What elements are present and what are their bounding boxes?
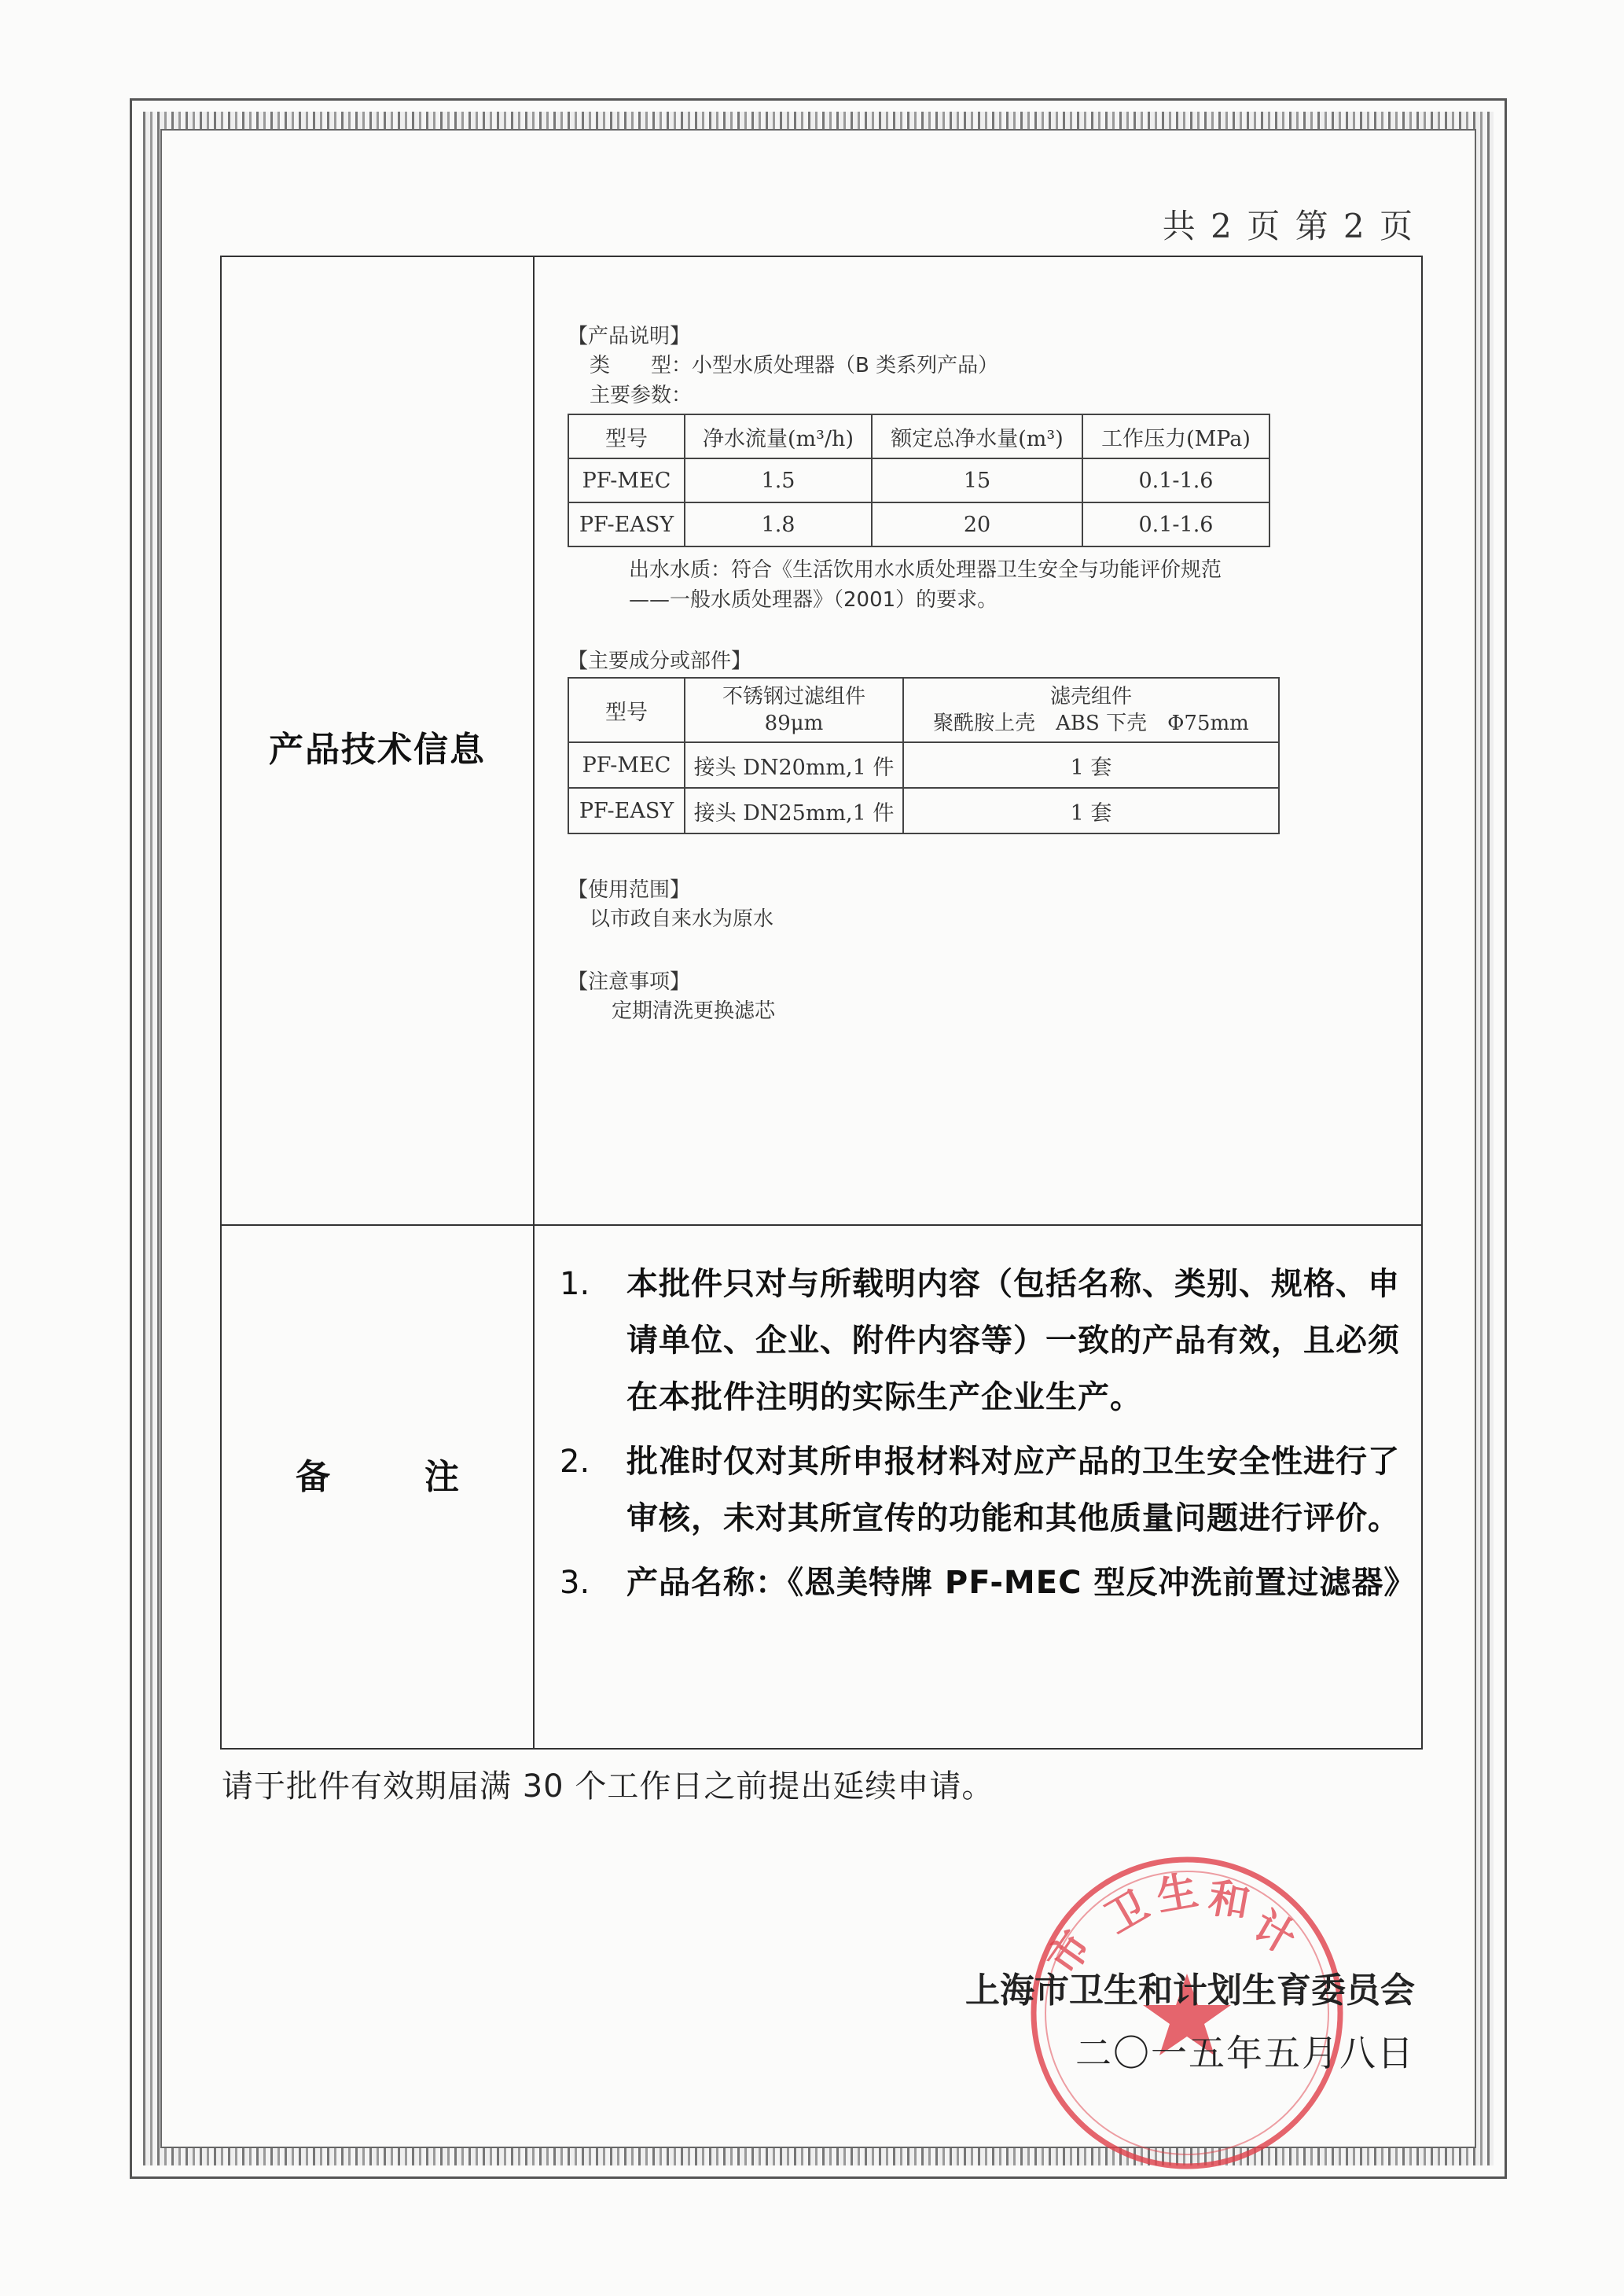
shell-header-line-2: 聚酰胺上壳 ABS 下壳 Φ75mm (933, 712, 1249, 735)
remark-number: 3. (560, 1565, 590, 1601)
components-header-row (568, 678, 1279, 742)
water-quality-line-2: ——一般水质处理器》（2001）的要求。 (629, 588, 998, 612)
product-description-heading: 【产品说明】 (568, 325, 691, 348)
spec-table (568, 414, 1270, 547)
svg-text:市: 市 (1038, 1923, 1101, 1984)
table-row (568, 502, 1269, 546)
notes-heading: 【注意事项】 (568, 970, 691, 994)
notes-text: 定期清洗更换滤芯 (612, 999, 776, 1023)
svg-text:生: 生 (1152, 1867, 1202, 1921)
spec-header-cell: 型号 (568, 414, 685, 458)
remark-number: 2. (560, 1444, 590, 1480)
list-item (548, 1256, 1405, 1426)
remark-text: 批准时仅对其所申报材料对应产品的卫生安全性进行了审核，未对其所宣传的功能和其他质量问题进行评价。 (626, 1444, 1400, 1536)
tech-info-content (568, 320, 1401, 1026)
remark-number: 1. (560, 1266, 590, 1302)
components-heading: 【主要成分或部件】 (568, 649, 752, 673)
spec-cell: PF-MEC (568, 458, 685, 502)
components-cell: 1 套 (903, 742, 1279, 788)
filter-header-line-2: 89μm (764, 712, 824, 735)
spec-cell: 1.8 (685, 502, 872, 546)
spec-header-cell: 额定总净水量(m³) (872, 414, 1082, 458)
components-table (568, 677, 1280, 834)
components-cell: 接头 DN25mm,1 件 (685, 788, 903, 833)
components-header-filter (685, 678, 903, 742)
filter-header-line-1: 不锈钢过滤组件 (722, 685, 865, 708)
components-cell: 1 套 (903, 788, 1279, 833)
list-item (548, 1555, 1416, 1611)
spec-header-cell: 工作压力(MPa) (1082, 414, 1269, 458)
product-type-line: 类 型：小型水质处理器（B 类系列产品） (590, 354, 999, 377)
table-row (568, 742, 1279, 788)
issue-date: 二〇一五年五月八日 (1075, 2032, 1415, 2074)
components-cell: PF-EASY (568, 788, 685, 833)
svg-text:计: 计 (1244, 1902, 1304, 1964)
footer-note: 请于批件有效期届满 30 个工作日之前提出延续申请。 (222, 1768, 994, 1805)
spec-cell: 15 (872, 458, 1082, 502)
issuer-name: 上海市卫生和计划生育委员会 (965, 1970, 1415, 2011)
usage-text: 以市政自来水为原水 (590, 907, 774, 931)
water-quality-line-1: 出水水质：符合《生活饮用水水质处理器卫生安全与功能评价规范 (629, 558, 1222, 582)
list-item (548, 1433, 1405, 1547)
official-seal (1022, 1848, 1352, 2178)
official-seal-partial (0, 881, 149, 1211)
table-row (568, 788, 1279, 833)
page-counter: 共 2 页 第 2 页 (1162, 207, 1415, 245)
usage-heading: 【使用范围】 (568, 878, 691, 902)
spec-cell: 20 (872, 502, 1082, 546)
shell-header-line-1: 滤壳组件 (1049, 685, 1132, 708)
spec-cell: 0.1-1.6 (1082, 458, 1269, 502)
spec-header-cell: 净水流量(m³/h) (685, 414, 872, 458)
info-table (220, 256, 1423, 1750)
svg-text:和: 和 (1204, 1874, 1254, 1928)
components-cell: PF-MEC (568, 742, 685, 788)
spec-header-row (568, 414, 1269, 458)
table-divider-vertical (533, 257, 535, 1748)
spec-cell: PF-EASY (568, 502, 685, 546)
tech-info-label: 产品技术信息 (269, 730, 486, 770)
table-divider-horizontal (222, 1224, 1421, 1226)
spec-cell: 1.5 (685, 458, 872, 502)
components-header-shell (903, 678, 1279, 742)
remark-label (222, 1448, 533, 1499)
table-row (568, 458, 1269, 502)
params-label: 主要参数： (590, 384, 693, 407)
components-header-model: 型号 (568, 678, 685, 742)
remark-text: 本批件只对与所载明内容（包括名称、类别、规格、申请单位、企业、附件内容等）一致的产品有效，且必须在本批件注明的实际生产企业生产。 (626, 1266, 1400, 1415)
remark-label-char2: 注 (424, 1457, 459, 1497)
remark-label-char1: 备 (296, 1457, 330, 1497)
svg-text:卫: 卫 (1097, 1882, 1157, 1944)
remark-text: 产品名称：《恩美特牌 PF-MEC 型反冲洗前置过滤器》 (626, 1565, 1416, 1601)
spec-cell: 0.1-1.6 (1082, 502, 1269, 546)
remarks-list (548, 1256, 1416, 1619)
components-cell: 接头 DN20mm,1 件 (685, 742, 903, 788)
